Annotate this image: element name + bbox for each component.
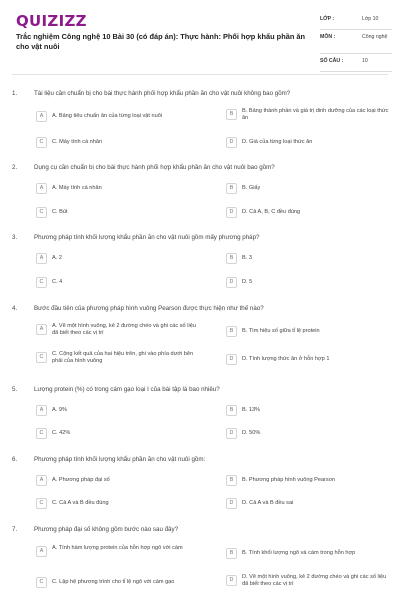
option-text: B. Giấy	[242, 185, 261, 191]
option-letter-box: B	[226, 253, 237, 264]
option-letter-box: A	[36, 405, 47, 416]
option-letter-box: B	[226, 326, 237, 337]
question-number: 1.	[12, 90, 18, 97]
question-number: 5.	[12, 386, 18, 393]
meta-row-count	[320, 54, 392, 72]
option-letter-box: A	[36, 475, 47, 486]
grade-value: Lớp 10	[362, 16, 379, 22]
grade-label: LỚP :	[320, 16, 335, 22]
option-letter-box: D	[226, 428, 237, 439]
option-text: A. Bảng tiêu chuẩn ăn của từng loại vật nuôi	[52, 113, 163, 119]
option-text: A. Phương pháp đại số	[52, 477, 110, 483]
option-text: A. Tính hàm lượng protein của hỗn hợp ngô với cám	[52, 545, 183, 551]
option-letter-box: C	[36, 498, 47, 509]
option-letter-box: B	[226, 475, 237, 486]
option-letter-box: B	[226, 109, 237, 120]
question-text: Phương pháp đại số không gồm bước nào sau đây?	[34, 526, 179, 533]
option-letter-box: B	[226, 405, 237, 416]
question-text: Tài liệu cần chuẩn bị cho bài thực hành phối hợp khẩu phần ăn cho vật nuôi không bao gồm?	[34, 90, 291, 97]
option-text: D. Vẽ một hình vuông, kẻ 2 đường chéo và ghi các số liệu đã biết theo các vị trí	[242, 574, 387, 587]
option-text: C. Cả A và B đều đúng	[52, 500, 109, 506]
subject-value: Công nghệ	[362, 34, 388, 40]
logo-text: QUIZIZZ	[16, 12, 87, 30]
option-letter-box: B	[226, 548, 237, 559]
option-letter-box: C	[36, 207, 47, 218]
option-text: D. Giá của từng loại thức ăn	[242, 139, 313, 145]
option-letter-box: C	[36, 352, 47, 363]
option-letter-box: D	[226, 498, 237, 509]
option-text: A. 2	[52, 255, 62, 261]
option-text: B. Tìm hiệu số giữa tỉ lệ protein	[242, 328, 320, 334]
option-letter-box: D	[226, 277, 237, 288]
quizizz-logo	[16, 12, 87, 30]
option-text: B. Tính khối lượng ngô và cám trong hỗn hợp	[242, 550, 356, 556]
option-text: B. 3	[242, 255, 252, 261]
question-number: 6.	[12, 456, 18, 463]
option-text: B. Bảng thành phần và giá trị dinh dưỡng của các loại thức ăn	[242, 108, 389, 121]
option-text: C. 4	[52, 279, 63, 285]
question-text: Phương pháp tính khối lượng khẩu phần ăn cho vật nuôi gồm:	[34, 456, 206, 463]
option-text: C. Lập hệ phương trình cho tỉ lệ ngô với cám gạo	[52, 579, 175, 585]
option-letter-box: A	[36, 183, 47, 194]
option-text: D. Cả A, B, C đều đúng	[242, 209, 301, 215]
option-letter-box: A	[36, 324, 47, 335]
option-text: D. Cả A và B đều sai	[242, 500, 294, 506]
question-text: Phương pháp tính khối lượng khẩu phần ăn cho vật nuôi gồm mấy phương pháp?	[34, 234, 260, 241]
question-text: Dụng cụ cần chuẩn bị cho bài thực hành phối hợp khẩu phần ăn cho vật nuôi bao gồm?	[34, 164, 275, 171]
option-letter-box: D	[226, 207, 237, 218]
question-number: 7.	[12, 526, 18, 533]
option-letter-box: C	[36, 577, 47, 588]
subject-label: MÔN :	[320, 34, 336, 40]
option-letter-box: D	[226, 354, 237, 365]
question-number: 2.	[12, 164, 18, 171]
option-text: C. Cộng kết quả của hai hiệu trên, ghi vào phía dưới bên phải của hình vuông	[52, 351, 194, 364]
option-text: C. 42%	[52, 430, 71, 436]
meta-row-subject	[320, 30, 392, 54]
option-letter-box: D	[226, 575, 237, 586]
option-letter-box: A	[36, 111, 47, 122]
question-text: Bước đầu tiên của phương pháp hình vuông Pearson được thực hiện như thế nào?	[34, 305, 264, 312]
question-text: Lượng protein (%) có trong cám gạo loại I của bài tập là bao nhiêu?	[34, 386, 220, 393]
option-letter-box: A	[36, 546, 47, 557]
option-letter-box: C	[36, 428, 47, 439]
option-text: B. 13%	[242, 407, 261, 413]
option-text: B. Phương pháp hình vuông Pearson	[242, 477, 335, 483]
worksheet-title: Trắc nghiệm Công nghệ 10 Bài 30 (có đáp án): Thực hành: Phối hợp khẩu phần ăn cho vật nuôi	[16, 32, 306, 51]
option-text: C. Máy tính cá nhân	[52, 139, 103, 145]
option-letter-box: A	[36, 253, 47, 264]
option-text: A. Vẽ một hình vuông, kẻ 2 đường chéo và ghi các số liệu đã biết theo các vị trí	[52, 323, 196, 336]
option-text: D. Tính lượng thức ăn ở hỗn hợp 1	[242, 356, 330, 362]
option-letter-box: D	[226, 137, 237, 148]
option-text: A. 9%	[52, 407, 67, 413]
meta-box	[320, 12, 392, 72]
question-number: 4.	[12, 305, 18, 312]
option-letter-box: C	[36, 277, 47, 288]
header-divider	[12, 74, 388, 75]
count-label: SỐ CÂU :	[320, 58, 344, 64]
question-number: 3.	[12, 234, 18, 241]
option-text: A. Máy tính cá nhân	[52, 185, 102, 191]
option-text: D. 50%	[242, 430, 261, 436]
option-text: D. 5	[242, 279, 253, 285]
option-letter-box: C	[36, 137, 47, 148]
worksheet-header	[12, 10, 388, 70]
option-letter-box: B	[226, 183, 237, 194]
option-text: C. Bút	[52, 209, 68, 215]
count-value: 10	[362, 58, 368, 64]
meta-row-grade	[320, 12, 392, 30]
